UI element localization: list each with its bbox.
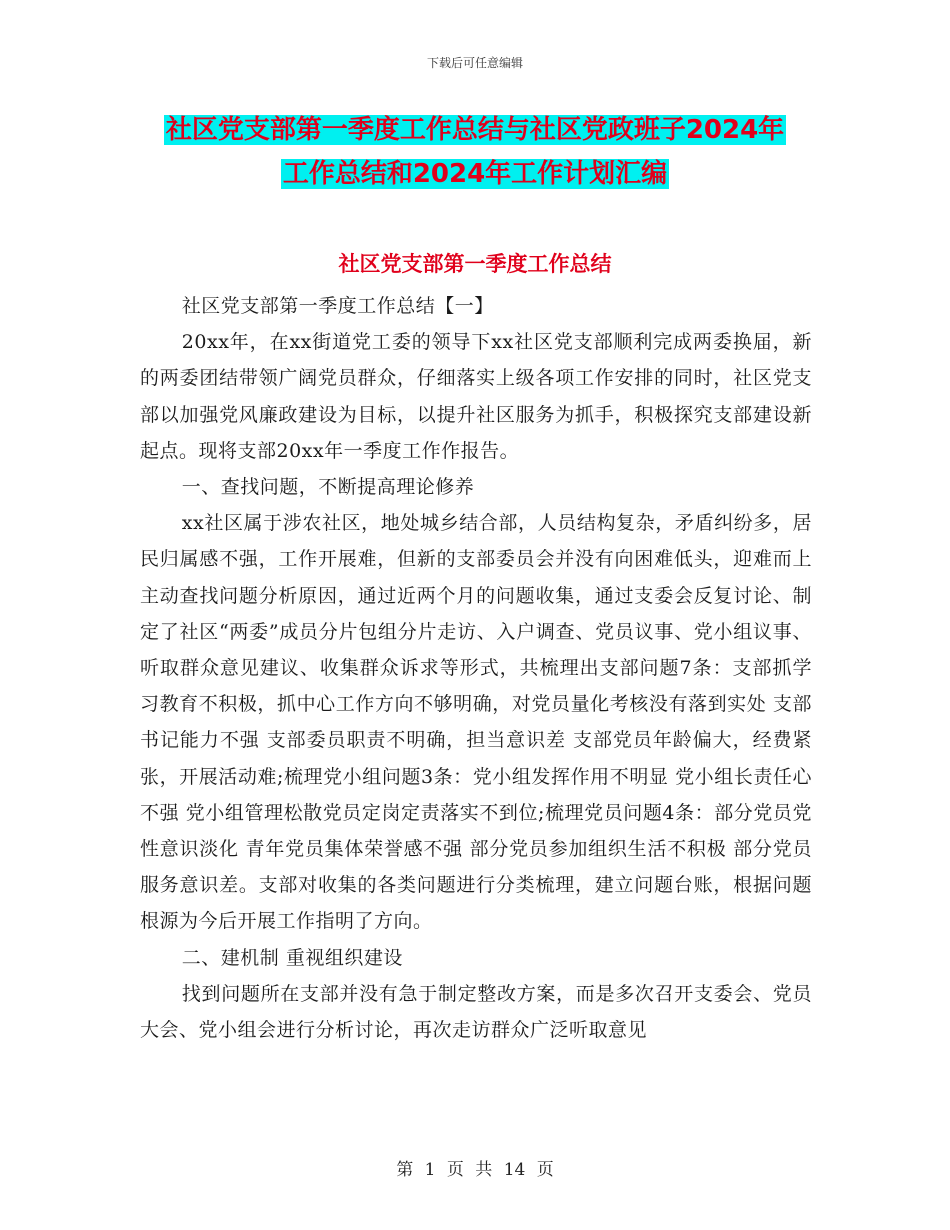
paragraph: 社区党支部第一季度工作总结【一】 <box>181 295 494 317</box>
page-footer: 第 1 页 共 14 页 <box>396 1160 554 1180</box>
paragraph: xx社区属于涉农社区，地处城乡结合部，人员结构复杂，矛盾纠纷多，居民归属感不强，工作开展难，但新的支部委员会并没有向困难低头，迎难而上主动查找问题分析原因，通过近两个月的问题收集，通过支委会反复讨论、制定了社区“两委”成员分片包组分片走访、入户调查、党员议事、党小组议事、听取群众意见建议、收集群众诉求等形式，共梳理出支部问题7条：支部抓学习教育不积极，抓中心工作方向不够明确，对党员量化考核没有落到实处 支部书记能力不强 支部委员职责不明确，担当意识差 支部党员年龄偏大，经费紧张，开展活动难;梳理党小组问题3条：党小组发挥作用不明显 党小组长责任心不强 党小组管理松散党员定岗定责落实不到位;梳理党员问题4条：部分党员党性意识淡化 青年党员集体荣誉感不强 部分党员参加组织生活不积极 部分党员服务意识差。支部对收集的各类问题进行分类梳理，建立问题台账，根据问题根源为今后开展工作指明了方向。 <box>140 512 812 933</box>
paragraph: 二、建机制 重视组织建设 <box>181 946 403 969</box>
page-header-note: 下载后可任意编辑 <box>426 56 523 70</box>
document-body <box>140 288 812 1048</box>
paragraph: 找到问题所在支部并没有急于制定整改方案，而是多次召开支委会、党员大会、党小组会进行分析讨论，再次走访群众广泛听取意见 <box>140 982 812 1042</box>
title-line-1: 社区党支部第一季度工作总结与社区党政班子2024年 <box>165 115 785 145</box>
paragraph: 一、查找问题，不断提高理论修养 <box>181 476 475 499</box>
title-line-2: 工作总结和2024年工作计划汇编 <box>282 159 668 189</box>
document-title <box>0 108 950 196</box>
section-title: 社区党支部第一季度工作总结 <box>338 252 612 276</box>
paragraph: 20xx年，在xx街道党工委的领导下xx社区党支部顺利完成两委换届，新的两委团结带领广阔党员群众，仔细落实上级各项工作安排的同时，社区党支部以加强党风廉政建设为目标，以提升社区服务为抓手，积极探究支部建设新起点。现将支部20xx年一季度工作作报告。 <box>140 331 812 462</box>
